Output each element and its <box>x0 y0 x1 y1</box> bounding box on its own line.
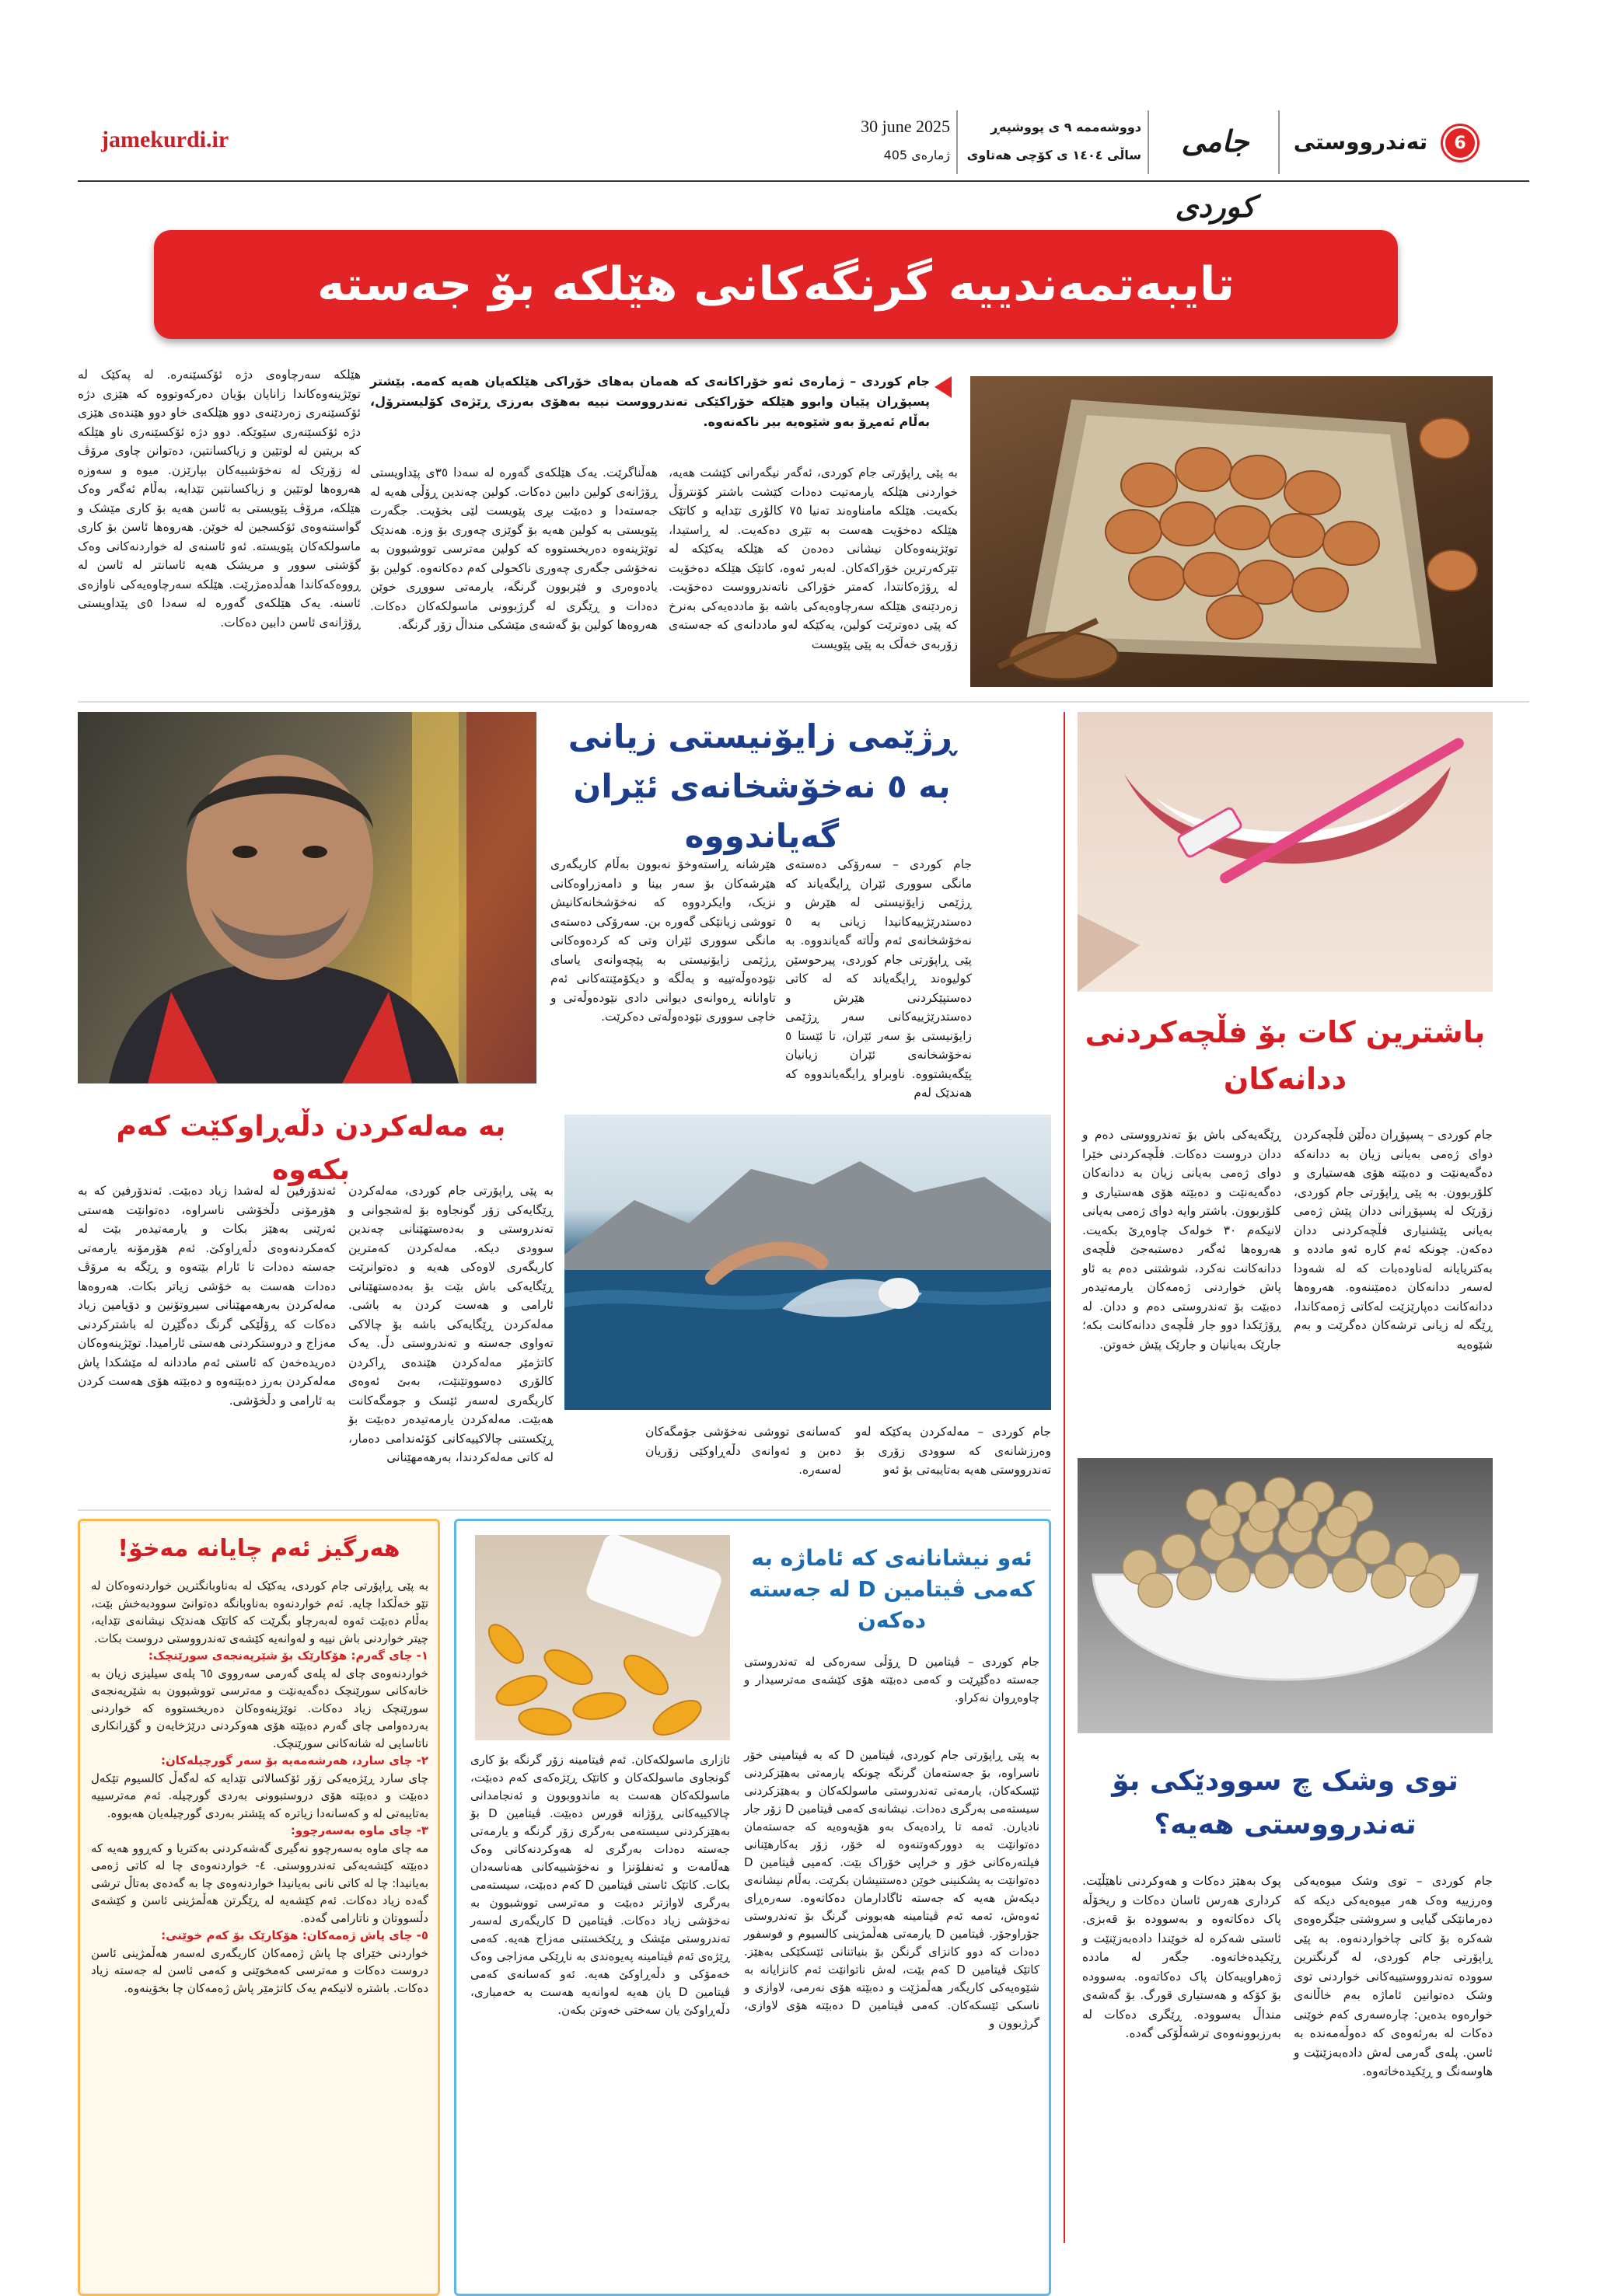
date-kurdish: دووشەممە ٩ ی پووشپەڕ <box>990 120 1141 134</box>
vitamin-d-title: ئەو نیشانانەی کە ئاماژە بە کەمی ڤیتامین D لە جەستە دەکەن <box>749 1545 1035 1633</box>
tea-heading-1: ١- چای گەرم: هۆکارێک بۆ شێرپەنجەی سورێنچک: <box>148 1649 428 1663</box>
mulberry-photo <box>1078 1458 1493 1733</box>
tea-box <box>78 1519 440 2296</box>
year-kurdish: ساڵی ١٤٠٤ ی کۆچی هەتاوی <box>966 148 1141 162</box>
vitamin-d-lead: جام کوردی – ڤیتامین D ڕۆڵی سەرەکی لە تەندروستی جەستە دەگێڕێت و کەمی دەبێتە هۆی کێشەی مەترسیدار و چاوەڕوان نەکراو. <box>744 1655 1039 1705</box>
tea-para-1: خواردنەوەی چای لە پلەی گەرمی سەرووی ٦٥ پلەی سیلیزی زیان بە خانەکانی سورێنچک دەگەیەنێت و مەترسی تووشبوون بە شێرپەنجەی سورێنچک زیاد دەکات. توێژینەوەکان دەریخستووە کە خواردنی بەردەوامی چای گەرم دەبێتە هۆی هەوکردنی درێژخایەن و گۆڕانکاری ناتاسایی لە شانەکانی سورێنچک. <box>91 1666 428 1750</box>
teeth-title: باشترین کات بۆ فڵچەکردنی ددانەکان <box>1085 1015 1486 1096</box>
swimmer-photo <box>564 1115 1051 1410</box>
issue-number: ژمارەی 405 <box>883 148 950 162</box>
zionist-title: ڕژێمی زایۆنیستی زیانی بە ٥ نەخۆشخانەی ئێران گەیاندووە <box>568 717 956 855</box>
banner-title: تایبەتمەندییە گرنگەکانی هێلکە بۆ جەستە <box>317 257 1235 312</box>
site-url[interactable]: jamekurdi.ir <box>101 127 229 152</box>
portrait-illustration <box>78 712 536 1083</box>
official-portrait <box>78 712 536 1083</box>
section-name: تەندرووستی <box>1293 129 1428 155</box>
mulberry-title: توی وشک چ سوودێکی بۆ تەندرووستی هەیە؟ <box>1112 1765 1459 1841</box>
eggs-illustration <box>970 376 1493 687</box>
tea-heading-5: ٥- چای پاش ژەمەکان: هۆکارێک بۆ کەم خوێنی: <box>161 1928 428 1942</box>
teeth-col-1: جام کوردی – پسپۆڕان دەڵێن فڵچەکردن دوای ژەمی بەیانی زیان بە ددانەکە دەگەیەنێت و دەبێتە هۆی هەستیاری و کلۆربوون. بە پێی ڕاپۆرتی جام کوردی، زۆرێک لە پسپۆڕانی ددان پێش ژەمی بەیانی پێشنیاری فڵچەکردنی ددان دەکەن. چونکە ئەم کارە ئەو ماددە و بەکتریایانە لەناودەبات کە لە شەودا لەسەر ددانەکان دەمێننەوە. هەروەها ددانەکانت دەپارێزێت لەکاتی ژەمەکاندا، ڕێگە لە زیانی ترشەکان دەگرێت و بەم شێوەیە <box>1294 1128 1493 1352</box>
eggs-col-3: هێلکە سەرچاوەی دژە ئۆکسێنەرە. لە پەکێک لە توێژینەوەکاندا زانایان بۆیان دەرکەوتووە کە هێزی دژە ئۆکسێنەری زەردێنەی دوو هێلکەی خاو دوو هێندەی هێزی دژە ئۆکسێنەری سێوێکە. دوو دژە ئۆکسێنەری ناو هێلکە کە بریتین لە لوتێین و زیاکسانتین، دەتوانن چاوی مرۆڤ لە زۆرێک لە نەخۆشییەکان بپارێزن. میوە و سەوزە هەروەها لوتێین و زیاکسانتین تێدایە، بەڵام ئەگەر وەک هێلکە، مرۆڤ پێویستی بە ئاسن هەیە بۆ کاری مێشک و گواستنەوەی ئۆکسجین لە خوێن. هەروەها ئاسن بۆ کاری ماسولکەکان پێویستە. ئەو ئاسنەی لە خواردنەکانی وەک گۆشتی سوور و مریشک هەیە ئاسانتر لە ئاسن لە ڕووەکەکاندا هەڵدەمژرێت. هێلکە سەرچاوەیەکی ناوازەی ئاسنە. یەک هێلکەی گەورە لە سەدا ٥ی پێداویستی ڕۆژانەی ئاسن دابین دەکات. <box>78 368 361 630</box>
vitamin-d-col-2: ئازاری ماسولکەکان. ئەم ڤیتامینە زۆر گرنگە بۆ کاری گونجاوی ماسولکەکان و کاتێک ڕێژەکەی کەم دەبێت، ماسولکەکان هەست بە ماندووبوون و ئەنجامدانی چالاکییەکانی ڕۆژانە قورس دەبێت. ڤیتامین D بۆ بەهێزکردنی سیستەمی بەرگری زۆر گرنگە و یارمەتی جەستە دەدات بەرگری لە هەوکردنەکانی وەک هەڵامەت و ئەنفلۆنزا و نەخۆشییەکانی هەناسەدان بکات. کاتێک ئاستی ڤیتامین D کەم دەبێت، سیستەمی بەرگری لاوازتر دەبێت و مەترسی تووشبوون بە نەخۆشی زیاد دەکات. ڤیتامین D کاریگەری لەسەر تەندروستی مێشک و ڕێکخستنی مەزاج هەیە. کەمی ڕێژەی ئەم ڤیتامینە پەیوەندی بە ناڕێکی مەزاجی وەک خەمۆکی و دڵەڕاوکێ هەیە. ئەو کەسانەی کەمی ڤیتامین D یان هەیە لەوانەیە هەست بە خەمباری، دڵەڕاوکێ یان سەختی خەوتن بکەن. <box>470 1753 730 2017</box>
capsules-photo <box>475 1535 730 1740</box>
tea-heading-3: ٣- چای ماوە بەسەرچوو: <box>290 1823 428 1837</box>
main-banner <box>154 230 1398 339</box>
page-number: 6 <box>1454 133 1466 153</box>
eggs-lead: جام کوردی – ژمارەی ئەو خۆراکانەی کە هەمان بەهای خۆراکی هێلکەیان هەیە کەمە. بێشتر پسپۆڕان پێیان وابوو هێلکە خۆراکێکی تەندرووست نییە بەهۆی بەرزی ڕێژەی کۆلیسترۆل، بەڵام ئەمڕۆ بەو شێوەیە بیر ناکەنەوە. <box>370 374 930 429</box>
eggs-col-1: بە پێی ڕاپۆرتی جام کوردی، ئەگەر نیگەرانی کێشت هەیە، خواردنی هێلکە یارمەتیت دەدات کێشت باشتر کۆنترۆڵ بکەیت. هێلکە مامناوەند تەنیا ٧٥ کالۆری تێدایە و کاتێک هێلکە دەخۆیت هەست بە تێری دەکەیت. لە ڕاستیدا، توێژینەوەکان نیشانی دەدەن کە هێلکە یەکێکە لە تێرکەرترین خۆراکەکان. لەبەر ئەوە، کاتێک هێلکە دەخۆیت لە ڕۆژەکانتدا، کەمتر خۆراکی ناتەندرووست دەخۆیت. زەردێنەی هێلکە سەرچاوەیەکی باشە بۆ ماددەیەکی بەنرخ کە پێی دەوترێت کولین، یەکێکە لەو ماددانەی کە جەستەی زۆربەی خەڵک بە پێی پێویست <box>669 466 958 651</box>
toothbrush-illustration <box>1078 712 1493 992</box>
swimming-col-2: کەسانەی تووشی نەخۆشی جۆمگەکان دەبن و ئەوانەی دڵەڕاوکێی زۆریان لەسەرە. <box>645 1425 841 1477</box>
tea-heading-2: ٢- چای سارد، هەرشەمەیە بۆ سەر گورچیلەکان: <box>160 1753 428 1767</box>
tea-para-5: خواردنی خێرای چا پاش ژەمەکان کاریگەری لەسەر هەڵمژینی ئاسن دروست دەکات و مەترسی کەمخوێنی و کەمی ئاسن لە جەستە زیاد دەکات. باشترە لانیکەم یەک کاتژمێر پاش ژەمەکان چا بخۆینەوە. <box>91 1945 428 1995</box>
vitamin-d-box <box>454 1519 1051 2296</box>
swimming-col-4: ئەندۆرفین لە لەشدا زیاد دەبێت. ئەندۆرفین کە بە هۆرمۆنی دڵخۆشی ناسراوە، دەتوانێت هەستی ئەرێنی بەهێز بکات و یارمەتیدەر بێت لە کەمکردنەوەی دڵەڕاوکێ. ئەم هۆرمۆنە یارمەتی جەستە دەدات تا ئارام بێتەوە و ڕێگە بە مرۆڤ دەدات هەست بە خۆشی زیاتر بکات. هەروەها مەلەکردن بەرهەمهێنانی سیروتۆنین و دۆپامین زیاد دەکات کە ڕۆڵێکی گرنگ دەگێڕن لە باشترکردنی مەزاج و دروستکردنی هەستی ئارامیدا. توێژینەوەکان دەریدەخەن کە ئاستی ئەم ماددانە لە مێشکدا پاش مەلەکردن بەرز دەبێتەوە و دەبێتە هۆی هەست کردن بە ئارامی و دڵخۆشی. <box>78 1184 336 1408</box>
tea-para-3: مە چای ماوە بەسەرچوو نەگیری گەشەکردنی بەکتریا و کەڕوو هەیە کە دەبێتە کێشەیەکی تەندرووستی. ٤- خواردنەوەی چا لە کاتی ژەمی بەیانیدا: چا لە کاتی نانی بەیانیدا خواردنەوەی چا بە گەدەی بەتاڵ ترشی گەدە زیاد دەکات. ئەم کێشەیە لە ڕێگرتن هەڵمژینی ئاسن و کێشەی دڵسووتان و ناتارامی گەدە. <box>91 1841 428 1925</box>
tea-intro: بە پێی ڕاپۆرتی جام کوردی، یەکێک لە بەناوبانگترین خواردنەوەکان لە تێو خەڵکدا چایە. ئەم خواردنەوە بەناوبانگە دەتوانێ سوودبەخش بێت، بەڵام دەبێت ئەوە لەبەرچاو بگرێت کە کاتێک هەندێک نیشانەی تێدایە، چیتر خواردنی باش نییە و لەوانەیە کێشەی تەندرووستی دروست بکات. <box>91 1579 428 1645</box>
tea-para-2: چای سارد ڕێژەیەکی زۆر ئۆکسالاتی تێدایە کە لەگەڵ کالسیوم تێکەل دەبێت و دەبێتە هۆی دروستبوونی بەردی گورچیلە. ئەم مەترسییە بەتایبەتی لە و کەسانەدا زیاترە کە پێشتر بەردی گورچیلەیان هەبووە. <box>91 1771 428 1820</box>
mulberry-col-2: پوک بەهێز دەکات و هەوکردنی ناهێڵێت. کرداری هەرس ئاسان دەکات و ریخۆڵە پاک دەکاتەوە و بەسوودە بۆ قەبزی. ئاستی شەکرە لە خوێندا دادەبەزێنێت و ڕێکیدەخاتەوە. جگەر لە ماددە ژەهراوییەکان پاک دەکاتەوە. بەسوودە بۆ کۆکە و هەستیاری قورگ. بۆ گەشەی منداڵ بەسوودە. ڕێگری دەکات لە بەرزبوونەوەی ترشەڵۆکی گەدە. <box>1082 1874 1281 2040</box>
page-number-badge <box>1443 126 1477 160</box>
teeth-photo <box>1078 712 1493 992</box>
swimming-col-1: جام کوردی – مەلەکردن یەکێکە لەو وەرزشانەی کە سوودی زۆری بۆ تەندرووستی هەیە بەتایبەتی بۆ ئەو <box>855 1425 1051 1477</box>
vitamin-d-col-1: بە پێی ڕاپۆرتی جام کوردی، ڤیتامین D کە بە ڤیتامینی خۆر ناسراوە، بۆ جەستەمان گرنگە چونکە یارمەتی بەهێزکردنی ئێسکەکان، یارمەتی تەندروستی ماسولکەکان و بەهێزکردنی سیستەمی بەرگری دەدات. نیشانەی کەمی ڤیتامین D زۆر جار نادیارن. ئەمە تا ڕادەیەک بەو هۆیەوەیە کە جەستەمان دەتوانێت بە دوورکەوتنەوە لە خۆر، زۆر بەکارهێنانی فیلتەرەکانی خۆر و خراپی خۆراک بێت. کەمیی ڤیتامین D دەتوانێت بە پشکنینی خوێن دەستنیشان بکرێت. بەڵام نیشانەی دیکەش هەیە کە جەستە ئاگادارمان دەکاتەوە. سەرەڕای ئەوەش، ئەمە ئەم ڤیتامینە هەبوونی گرنگ بۆ تەندروستی جۆراوجۆر. ڤیتامین D یارمەتی هەڵمژینی کالسیوم و فوسفور دەدات کە دوو کانزای گرنگن بۆ بنیاتنانی ئێسکێکی بەهێز. کاتێک ڤیتامین D کەم بێت، لەش ناتوانێت ئەم کانزایانە بە شێوەیەکی کاریگەر هەڵمژێت و دەبێتە هۆی نەرمی، لاوازی و ناسکی ئێسکەکان. کەمی ڤیتامین D دەبێتە هۆی لاوازی، گرژبوون و <box>744 1748 1039 2030</box>
swimming-col-3: بە پێی ڕاپۆرتی جام کوردی، مەلەکردن ڕێگایەکی زۆر گونجاوە بۆ لەشجوانی و تەندروستی و بەدەستهێنانی چەندین سوودی دیکە. مەلەکردن کەمترین کاریگەری لاوەکی هەیە و دەتوانرێت ڕێگایەکی باش بێت بۆ بەدەستهێنانی ئارامی و هەست کردن بە باشی. مەلەکردن ڕێگایەکی باشە بۆ چالاکی تەواوی جەستە و تەندروستی دڵ. یەک کاتژمێر مەلەکردن هێندەی ڕاکردن کالۆری دەسووتێنێت، بەبێ ئەوەی کاریگەری لەسەر ئێسک و جومگەکانت هەبێت. مەلەکردن یارمەتیدەر دەبێت بۆ ڕێکستنی چالاکییەکانی کۆئەندامی دەمار، لە کاتی مەلەکردندا، بەرهەمهێنانی <box>348 1184 554 1464</box>
mulberry-illustration <box>1078 1458 1493 1733</box>
zionist-col-1: جام کوردی – سەرۆکی دەستەی مانگی سووری ئێران ڕایگەیاند کە ڕژێمی زایۆنیستی لە هێرش و دەستدرێژییەکانیدا زیانی بە ٥ نەخۆشخانەی ئەم وڵاتە گەیاندووە. بە پێی ڕاپۆرتی جام کوردی، پیرحوسێن کولیوەند ڕایگەیاند کە لە کاتی دەستپێکردنی هێرش و دەستدرێژییەکانی سەر ڕژێمی زایۆنیستی بۆ سەر ئێران، تا ئێستا ٥ نەخۆشخانەی ئێران زیانیان پێگەیشتووە. ناوبراو ڕایگەیاندووە کە هەندێک لەم <box>785 857 972 1100</box>
logo: جامی کوردی <box>1175 124 1256 224</box>
date-english: 30 june 2025 <box>861 117 950 136</box>
mulberry-col-1: جام کوردی – توی وشک میوەیەکی وەرزییە وەک هەر میوەیەکی دیکە کە دەرمانێکی گیایی و سروشتی جێگرەوەی شەکرە بۆ کاتی چاخواردنەوە. بە پێی ڕاپۆرتی جام کوردی، لە گرنگترین سوودە تەندرووستییەکانی خواردنی توی وشک دەتوانین ئاماژە بەم خاڵانەی خوارەوە بدەین: چارەسەری کەم خوێنی دەکات لە بەرئەوەی کە دەوڵەمەندە بە ئاسن. پلەی گەرمی لەش دادەبەزێنێت و هاوسەنگ و ڕێکیدەخاتەوە. <box>1294 1874 1493 2078</box>
capsules-illustration <box>475 1535 730 1740</box>
eggs-col-2: هەڵناگرێت. یەک هێلکەی گەورە لە سەدا ٣٥ی پێداویستی ڕۆژانەی کولین دابین دەکات. کولین چەندین ڕۆڵی هەیە لە جەستەدا و دەبێت بڕی پێویست لێی بخۆیت. جگەرت پێویستی بە کولین هەیە بۆ گوێزی چەوری بۆ وزە. هەندێک توێژینەوە دەریخستووە کە کولین مەترسی تووشبوون بە نەخۆشی جگەری چەوری ناکحولی کەم دەکاتەوە. کولین بۆ یادەوەری و فێربوون گرنگە، یارمەتی سووڕی خوێن دەدات و ڕێگری لە گرژبوونی ماسولکەکان دەکات. هەروەها کولین بۆ گەشەی مێشکی منداڵ زۆر گرنگە. <box>370 466 658 632</box>
zionist-col-2: هێرشانە ڕاستەوخۆ نەبوون بەڵام کاریگەری هێرشەکان بۆ سەر بینا و دامەزراوەکانی نزیک، وایکردووە کە نەخۆشخانەکانیش تووشی زیانێکی گەورە بن. سەرۆکی دەستەی مانگی سووری ئێران وتی کە کردەوەکانی ڕژێمی زایۆنیستی بە پێچەوانەی یاسای نێودەوڵەتییە و بەڵگە و دیکۆمێنتەکانی ئەم تاوانانە ڕەوانەی دیوانی دادی نێودەوڵەتی و خاچی سووری نێودەوڵەتی دەکرێت. <box>550 857 776 1024</box>
teeth-col-2: ڕێگەیەکی باش بۆ تەندرووستی دەم و ددان دروست دەکات. فڵچەکردنی خێرا دوای ژەمی بەیانی زیان بە ددانەکان دەگەیەنێت و دەبێتە هۆی هەستیاری و کلۆربوون. باشتر وایە دوای ژەمی بەیانی لانیکەم ٣٠ خولەک چاوەڕێ بکەیت. هەروەها ئەگەر دەستبەجێ فڵچەی ددانەکانت نەکرد، شوشتنی دەم بە ئاو پاش خواردنی ژەمەکان یارمەتیدەر دەبێت بۆ تەندروستی دەم و ددان. لە ڕۆژێکدا دوو جار فڵچەی ددانەکانت بکە؛ جارێک بەیانیان و جارێک پێش خەوتن. <box>1082 1128 1281 1352</box>
eggs-photo <box>970 376 1493 687</box>
tea-title: هەرگیز ئەم چایانە مەخۆ! <box>117 1535 400 1562</box>
swimming-title: بە مەلەکردن دڵەڕاوکێت کەم بکەوە <box>116 1111 506 1186</box>
eggs-lead-arrow <box>935 376 952 398</box>
swimmer-illustration <box>564 1115 1051 1410</box>
